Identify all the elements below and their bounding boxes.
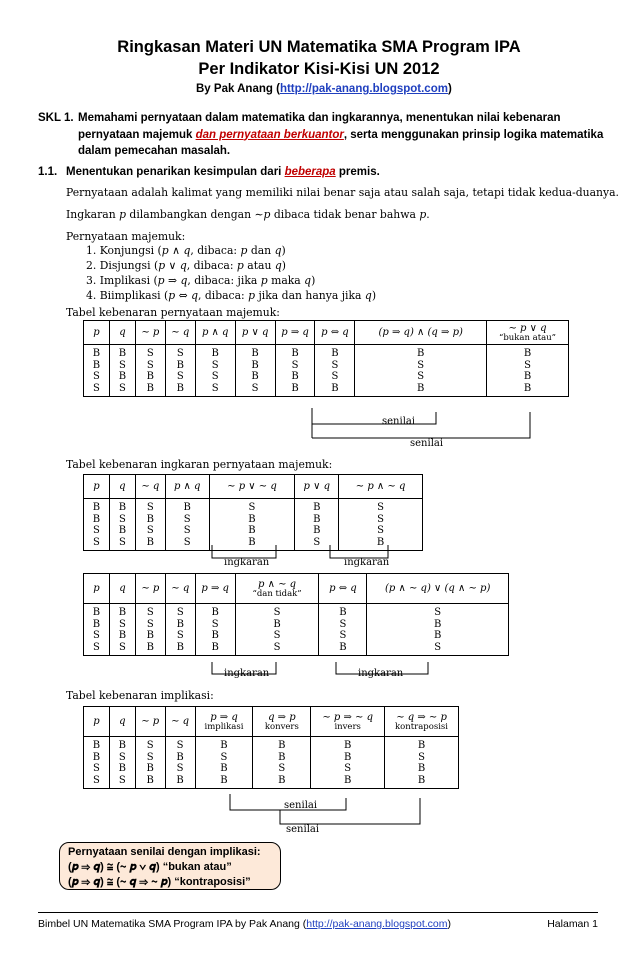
table-cell: B: [135, 642, 165, 656]
table-cell: B: [84, 752, 110, 764]
list-item: 4. Biimplikasi (𝑝 ⇔ 𝑞, dibaca: 𝑝 jika dan hanya jika 𝑞): [86, 289, 377, 302]
footer-link[interactable]: http://pak-anang.blogspot.com: [306, 918, 448, 930]
header-subtext: implikasi: [204, 721, 244, 732]
paragraph-compound: Pernyataan majemuk:: [66, 230, 186, 243]
table-cell: B: [355, 383, 487, 397]
table-cell: S: [195, 752, 253, 764]
table-cell: S: [165, 630, 195, 642]
table-cell: S: [135, 737, 165, 752]
table-cell: B: [195, 763, 253, 775]
table-cell: S: [165, 345, 195, 360]
table-cell: S: [319, 630, 367, 642]
table-cell: S: [84, 775, 110, 789]
table4-caption: Tabel kebenaran implikasi:: [66, 689, 214, 702]
table-cell: B: [367, 619, 509, 631]
table-header: ∼ 𝑞: [165, 574, 195, 604]
table-cell: S: [109, 619, 135, 631]
header-text: 𝑞: [119, 716, 126, 727]
table-cell: B: [311, 737, 385, 752]
table-header: ∼ 𝑝 ∧ ∼ 𝑞: [339, 475, 423, 499]
table-cell: S: [84, 371, 110, 383]
label-negation: ingkaran: [358, 668, 404, 679]
table-cell: S: [165, 763, 195, 775]
skl-number: SKL 1.: [38, 112, 74, 124]
table-cell: B: [109, 371, 135, 383]
table-header: 𝑝: [84, 321, 110, 345]
table-cell: S: [195, 619, 235, 631]
table-cell: S: [84, 525, 110, 537]
table-cell: B: [165, 642, 195, 656]
table-cell: B: [165, 752, 195, 764]
table-header: 𝑞: [109, 475, 135, 499]
table-cell: B: [109, 763, 135, 775]
table-cell: B: [235, 345, 275, 360]
table-cell: S: [195, 371, 235, 383]
connector: [312, 408, 436, 424]
table-cell: S: [235, 630, 319, 642]
table-header: 𝑝 ∧ 𝑞: [195, 321, 235, 345]
table-header: 𝑝: [84, 475, 110, 499]
table-cell: B: [195, 630, 235, 642]
table-cell: B: [109, 345, 135, 360]
table-cell: B: [84, 345, 110, 360]
byline-link[interactable]: http://pak-anang.blogspot.com: [279, 83, 448, 95]
table-cell: B: [487, 371, 569, 383]
table-cell: B: [235, 360, 275, 372]
table-header: 𝑝: [84, 574, 110, 604]
table-header: (𝑝 ∧ ∼ 𝑞) ∨ (𝑞 ∧ ∼ 𝑝): [367, 574, 509, 604]
table-cell: S: [235, 642, 319, 656]
header-text: 𝑞 ⇒ 𝑝: [268, 711, 296, 723]
header-subtext: kontraposisi: [395, 721, 449, 732]
table-cell: B: [253, 737, 311, 752]
note-line: (𝒑 ⇒ 𝒒) ≅ (∼ 𝒑 ∨ 𝒒) “bukan atau”: [68, 861, 232, 873]
table-cell: S: [165, 514, 209, 526]
table-cell: B: [109, 737, 135, 752]
table-cell: B: [275, 371, 315, 383]
table-cell: B: [487, 345, 569, 360]
table-cell: B: [135, 371, 165, 383]
table2-caption: Tabel kebenaran ingkaran pernyataan majemuk:: [66, 458, 333, 471]
table-cell: B: [84, 514, 110, 526]
table-header: ∼ 𝑝: [135, 574, 165, 604]
table-cell: B: [385, 763, 459, 775]
table-cell: B: [195, 775, 253, 789]
header-text: ∼ 𝑝 ⇒ ∼ 𝑞: [322, 711, 373, 723]
table-cell: S: [109, 383, 135, 397]
table-cell: S: [209, 499, 295, 514]
label-negation: ingkaran: [224, 557, 270, 568]
table-cell: B: [109, 499, 135, 514]
table-cell: S: [235, 383, 275, 397]
connector: [312, 412, 530, 438]
paragraph-negation: Ingkaran 𝑝 dilambangkan dengan ∼𝑝 dibaca tidak benar bahwa 𝑝.: [66, 208, 430, 221]
table-cell: S: [235, 604, 319, 619]
header-subtext: invers: [334, 721, 361, 732]
label-negation: ingkaran: [344, 557, 390, 568]
list-item: 2. Disjungsi (𝑝 ∨ 𝑞, dibaca: 𝑝 atau 𝑞): [86, 259, 286, 272]
table-cell: S: [135, 604, 165, 619]
footer-text: Bimbel UN Matematika SMA Program IPA by Pak Anang (: [38, 918, 307, 930]
table-cell: S: [109, 360, 135, 372]
page-number: Halaman 1: [547, 918, 598, 930]
header-text: ∼ 𝑞 ⇒ ∼ 𝑝: [396, 711, 447, 723]
table-cell: S: [109, 775, 135, 789]
table-cell: S: [355, 371, 487, 383]
table-cell: B: [311, 775, 385, 789]
label-negation: ingkaran: [224, 668, 270, 679]
table-cell: B: [487, 383, 569, 397]
table-header: 𝑝 ∨ 𝑞: [295, 475, 339, 499]
table-cell: S: [84, 642, 110, 656]
table-cell: B: [165, 360, 195, 372]
table-cell: S: [135, 360, 165, 372]
table-cell: B: [209, 514, 295, 526]
table-cell: S: [385, 752, 459, 764]
table-cell: B: [253, 752, 311, 764]
table-cell: B: [385, 775, 459, 789]
table-cell: S: [339, 525, 423, 537]
table-header: ∼ 𝑝: [135, 321, 165, 345]
table-cell: S: [195, 360, 235, 372]
table-cell: S: [135, 619, 165, 631]
table-cell: S: [253, 763, 311, 775]
table-cell: B: [109, 604, 135, 619]
note-box: [59, 842, 281, 890]
table-cell: S: [165, 525, 209, 537]
table-cell: B: [315, 383, 355, 397]
table-header: 𝑝 ⇒ 𝑞: [195, 574, 235, 604]
header-subtext: “dan tidak”: [252, 588, 302, 599]
section-heading-b: premis.: [335, 166, 380, 178]
table-cell: B: [109, 525, 135, 537]
label-equivalent: senilai: [382, 416, 416, 427]
table-cell: S: [339, 514, 423, 526]
list-item: 3. Implikasi (𝑝 ⇒ 𝑞, dibaca: jika 𝑝 maka 𝑞): [86, 274, 316, 287]
table-cell: B: [253, 775, 311, 789]
table-cell: B: [367, 630, 509, 642]
table-cell: B: [84, 360, 110, 372]
table-cell: B: [84, 619, 110, 631]
table-header: 𝑝 ∧ 𝑞: [165, 475, 209, 499]
table-header: ∼ 𝑞: [135, 475, 165, 499]
table-cell: S: [275, 360, 315, 372]
table-cell: S: [109, 642, 135, 656]
table1-caption: Tabel kebenaran pernyataan majemuk:: [66, 306, 280, 319]
table-cell: S: [367, 642, 509, 656]
table-cell: S: [339, 499, 423, 514]
table-cell: S: [355, 360, 487, 372]
table-cell: S: [84, 537, 110, 551]
table-header: 𝑞: [109, 574, 135, 604]
table-cell: S: [319, 619, 367, 631]
table-cell: S: [135, 345, 165, 360]
table-cell: S: [109, 752, 135, 764]
table-header: 𝑞: [109, 321, 135, 345]
table-cell: S: [84, 630, 110, 642]
table-cell: B: [275, 383, 315, 397]
table-cell: B: [165, 775, 195, 789]
table-header: 𝑝 ⇔ 𝑞: [319, 574, 367, 604]
header-text: 𝑝: [93, 716, 100, 727]
table-cell: B: [209, 537, 295, 551]
table-cell: B: [195, 642, 235, 656]
table-cell: S: [315, 360, 355, 372]
table-cell: S: [109, 537, 135, 551]
table-cell: B: [295, 525, 339, 537]
table-cell: S: [84, 763, 110, 775]
table-cell: B: [235, 371, 275, 383]
table-cell: B: [84, 499, 110, 514]
table-cell: S: [315, 371, 355, 383]
skl-line-1: Memahami pernyataan dalam matematika dan ingkarannya, menentukan nilai kebenaran: [78, 112, 561, 124]
skl-line-3: dalam pemecahan masalah.: [78, 145, 231, 157]
table-cell: B: [209, 525, 295, 537]
table-cell: B: [311, 752, 385, 764]
header-text: ∼ 𝑞: [171, 716, 190, 727]
table-cell: S: [487, 360, 569, 372]
table-cell: B: [84, 737, 110, 752]
table-cell: B: [165, 619, 195, 631]
table-cell: B: [135, 514, 165, 526]
header-text: 𝑝 ∧ ∼ 𝑞: [258, 578, 297, 590]
table-cell: B: [135, 630, 165, 642]
section-heading-a: Menentukan penarikan kesimpulan dari: [66, 166, 285, 178]
table-cell: S: [311, 763, 385, 775]
footer-text-end: ): [447, 918, 452, 930]
table-cell: S: [109, 514, 135, 526]
table-cell: S: [135, 752, 165, 764]
table-header: 𝑝 ⇒ 𝑞: [275, 321, 315, 345]
byline-prefix: By Pak Anang (: [196, 83, 280, 95]
table-header: ∼ 𝑞: [165, 321, 195, 345]
table-cell: S: [367, 604, 509, 619]
page-footer: [38, 912, 598, 930]
label-equivalent: senilai: [286, 824, 320, 835]
table-cell: B: [275, 345, 315, 360]
byline-suffix: ): [447, 83, 452, 95]
table-cell: B: [319, 642, 367, 656]
table-cell: B: [135, 537, 165, 551]
table-cell: B: [235, 619, 319, 631]
table-cell: B: [339, 537, 423, 551]
note-line: (𝒑 ⇒ 𝒒) ≅ (∼ 𝒒 ⇒ ∼ 𝒑) “kontraposisi”: [68, 876, 251, 888]
table-cell: S: [295, 537, 339, 551]
section-number: 1.1.: [38, 166, 58, 178]
header-text: ∼ 𝑝 ∨ 𝑞: [508, 322, 547, 334]
table-header: (𝑝 ⇒ 𝑞) ∧ (𝑞 ⇒ 𝑝): [355, 321, 487, 345]
table-cell: S: [84, 383, 110, 397]
table-cell: B: [315, 345, 355, 360]
table-header: 𝑝 ∨ 𝑞: [235, 321, 275, 345]
table-cell: B: [195, 345, 235, 360]
header-subtext: “bukan atau”: [499, 332, 557, 343]
table-cell: S: [165, 371, 195, 383]
label-equivalent: senilai: [284, 800, 318, 811]
skl-line-2a: pernyataan majemuk: [78, 128, 196, 141]
list-item: 1. Konjungsi (𝑝 ∧ 𝑞, dibaca: 𝑝 dan 𝑞): [86, 244, 286, 257]
table-cell: S: [135, 525, 165, 537]
header-text: ∼ 𝑝: [141, 716, 160, 727]
label-equivalent: senilai: [410, 438, 444, 449]
table-cell: S: [165, 537, 209, 551]
table-cell: S: [135, 499, 165, 514]
table-cell: B: [135, 775, 165, 789]
table-cell: B: [135, 383, 165, 397]
table-cell: B: [385, 737, 459, 752]
table-cell: S: [195, 383, 235, 397]
skl-line-2-red: dan pernyataan berkuantor: [195, 128, 344, 141]
header-subtext: konvers: [264, 721, 299, 732]
table-cell: B: [295, 499, 339, 514]
skl-line-2b: , serta menggunakan prinsip logika matematika: [343, 128, 604, 141]
table-cell: B: [295, 514, 339, 526]
table-header: ∼ 𝑝 ∨ ∼ 𝑞: [209, 475, 295, 499]
section-heading-red: beberapa: [284, 166, 336, 178]
note-title: Pernyataan senilai dengan implikasi:: [68, 846, 261, 858]
table-cell: B: [355, 345, 487, 360]
table-cell: B: [165, 383, 195, 397]
table-header: 𝑝 ⇔ 𝑞: [315, 321, 355, 345]
table-cell: B: [195, 604, 235, 619]
table-cell: B: [109, 630, 135, 642]
table-cell: S: [165, 604, 195, 619]
table-cell: B: [135, 763, 165, 775]
document-subtitle: Per Indikator Kisi-Kisi UN 2012: [198, 60, 440, 78]
document-title: Ringkasan Materi UN Matematika SMA Program IPA: [117, 38, 521, 56]
table-cell: B: [319, 604, 367, 619]
table-cell: S: [165, 737, 195, 752]
paragraph-definition: Pernyataan adalah kalimat yang memiliki nilai benar saja atau salah saja, tetapi tidak kedua-duanya.: [66, 186, 619, 199]
header-text: 𝑝 ⇒ 𝑞: [210, 711, 238, 723]
table-cell: B: [84, 604, 110, 619]
table-cell: B: [195, 737, 253, 752]
table-cell: B: [165, 499, 209, 514]
